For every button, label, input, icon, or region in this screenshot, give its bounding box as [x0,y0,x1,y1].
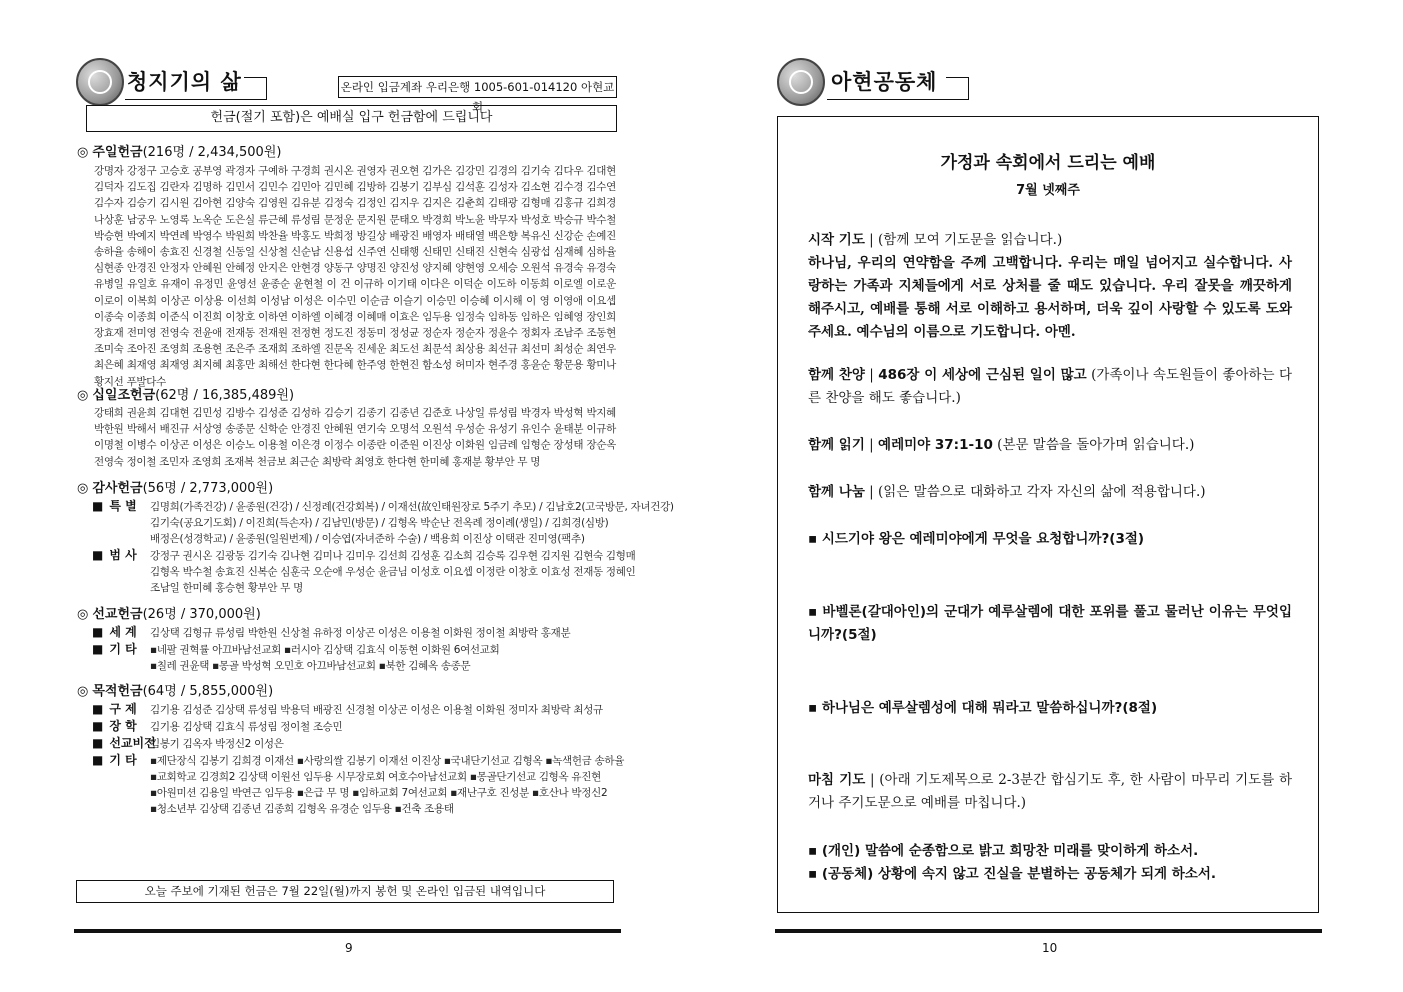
bottom-notice-box: 오늘 주보에 기재된 헌금은 7월 22일(월)까지 봉헌 및 온라인 입금된 내역입니다 [76,880,614,903]
separator: | [869,367,874,383]
separator: | [869,232,874,248]
reading-note: (본문 말씀을 돌아가며 읽습니다.) [997,437,1195,453]
sunday-label: 주일헌금 [92,145,143,160]
purpose-etc-line-1: ▪제단장식 김봉기 김희경 이재선 ▪사랑의쌀 김봉기 이재선 이진상 ▪국내단기선교 김형옥 ▪녹색헌금 송하율 [150,755,625,767]
closing-label: 마침 기도 [808,772,866,788]
mission-etc-line-1: ▪네팔 권혁률 아끄바남선교회 ▪러시아 김상택 김효식 이동현 이화원 6여선교회 [150,644,500,656]
reading-section [808,434,1292,457]
section-title-stewardship: 청지기의 삶 [127,70,242,94]
separator: | [869,484,874,500]
bullet-icon: ■ [92,753,104,767]
relief-label: 구 제 [109,702,137,716]
etc-label: 기 타 [109,642,137,656]
bullet-icon: ■ [92,548,104,562]
circle-mark-icon: ◎ [77,388,89,403]
page-bottom-rule [775,929,1322,933]
title-bracket-bottom [125,99,267,100]
tithe-names: 강태희 권윤희 김대현 김민성 김방수 김성준 김성하 김승기 김종기 김종년 김준호 나상일 류성림 박경자 박성혁 박지혜 박한원 박해서 배진규 서상영 송종문 신학순 안경진 안혜원 연기숙 오명석 오원석 우성순 유성기 유인수 윤태분 이규하 이명철 이병수 이상곤 이성은 이승노 이용철 이은경 이정수 이종란 이준원 이진상 이화원 임금례 임형순 장성태 장순옥 전영숙 정이철 조민자 조영희 조재복 천금보 최근순 최방락 최영호 한다현 한미혜 홍재분 황부안 무 명 [94,407,616,468]
reading-passage: 예레미야 37:1-10 [878,437,993,453]
bullet-icon: ■ [92,719,104,733]
special-label: 특 별 [109,499,137,513]
purpose-label: 목적헌금 [92,684,143,699]
general-label: 범 사 [109,548,137,562]
mission-etc-line-2: ▪칠레 권윤택 ▪몽골 박성혁 오민호 아끄바남선교회 ▪북한 김혜옥 송종문 [150,660,471,672]
circle-mark-icon: ◎ [77,481,89,496]
closing-prayer-section [808,769,1292,815]
scholar-label: 장 학 [109,719,137,733]
page-number: 10 [1042,941,1058,955]
tithe-heading [77,384,294,403]
sunday-summary: (216명 / 2,434,500원) [142,145,282,160]
sharing-note: (읽은 말씀으로 대화하고 각자 자신의 삶에 적용합니다.) [878,484,1206,500]
bullet-icon: ■ [92,625,104,639]
purpose-etc-line-3: ▪아원미션 김용일 박연근 임두용 ▪은급 무 명 ▪임하교회 7여선교회 ▪재난구호 진성분 ▪호산나 박정신2 [150,787,608,799]
thanks-special-line-2: 김기숙(공요기도회) / 이진희(득손자) / 김남민(방문) / 김형옥 박순난 전옥례 정이례(생일) / 김희경(심방) [150,517,609,529]
closing-note: (아래 기도제목으로 2-3분간 합심기도 후, 한 사람이 마무리 기도를 하거나 주기도문으로 예배를 마칩니다.) [808,772,1292,811]
mission-summary: (26명 / 370,000원) [142,607,261,622]
question-3: ▪ 하나님은 예루살렘성에 대해 뭐라고 말씀하십니까?(8절) [808,700,1158,716]
purpose-scholar-text: 김기용 김상택 김효식 류성림 정이철 조승민 [150,721,343,733]
online-account-box: 온라인 입금계좌 우리은행 1005-601-014120 아현교회 [338,76,617,98]
circle-mark-icon: ◎ [77,684,89,699]
separator: | [869,437,874,453]
thanks-general-line-1: 강정구 권시온 김광동 김기숙 김나현 김미나 김미우 김선희 김성훈 김소희 김승록 김우현 김지원 김현숙 김형매 [150,550,636,562]
purpose-relief-text: 김기용 김성준 김상택 류성림 박용덕 배광진 신경철 이상곤 이성은 이용철 이화원 정미자 최방락 최성규 [150,704,603,716]
page-bottom-rule [74,929,621,933]
right-page [700,0,1403,992]
title-underline [244,77,266,78]
purpose-etc-line-2: ▪교회학교 김경희2 김상택 이원선 임두용 시무장로회 여호수아남선교회 ▪몽골단기선교 김형옥 유진현 [150,771,601,783]
church-logo-icon [777,58,825,106]
opening-prayer-section [808,229,1292,252]
tithe-label: 십일조헌금 [92,388,156,403]
reading-label: 함께 읽기 [808,437,865,453]
opening-label: 시작 기도 [808,232,865,248]
worship-subtitle: 7월 넷째주 [1016,183,1080,198]
thanks-heading [77,477,273,496]
bullet-icon: ■ [92,642,104,656]
thanks-label: 감사헌금 [92,481,143,496]
left-page [0,0,700,992]
offering-notice-box: 헌금(절기 포함)은 예배실 입구 헌금함에 드립니다 [86,105,617,132]
thanks-general-line-2: 김형옥 박수철 송효진 신복순 심훈국 오순애 우성순 윤금님 이성호 이요셉 이정란 이창호 이효성 전재동 정혜인 [150,566,636,578]
purpose-vision-text: 김봉기 김옥자 박정신2 이성은 [150,738,284,750]
page-number: 9 [345,941,353,955]
title-bracket [968,77,969,99]
bullet-icon: ■ [92,702,104,716]
question-1: ▪ 시드기야 왕은 예레미야에게 무엇을 요청합니까?(3절) [808,531,1145,547]
hymn-label: 함께 찬양 [808,367,865,383]
purpose-summary: (64명 / 5,855,000원) [142,684,274,699]
hymn-note: (가족이나 속도원들이 좋아하는 다른 찬양을 해도 좋습니다.) [808,367,1292,406]
thanks-special-line-1: 김명희(가족건강) / 윤종원(건강) / 신정례(건강회복) / 이재선(故인태원장로 5주기 추모) / 김남호2(고국방문, 자녀건강) [150,501,674,513]
sunday-offering-heading [77,141,281,160]
mission-heading [77,603,261,622]
vision-label: 선교비전 [109,736,156,750]
sunday-offering-names: 강명자 강정구 고승호 공부영 곽경자 구예하 구경희 권시온 권영자 권오현 김가은 김강민 김경의 김기숙 김다우 김대현 김덕자 김도집 김란자 김명하 김민서 김민수 김민아 김민혜 김방하 김봉기 김부심 김석훈 김성자 김소현 김수경 김수연 김수자 김승기 김시원 김아현 김양숙 김영원 김유분 김정숙 김정인 김지우 김지은 김춘희 김태광 김형매 김홍규 김희경 나상훈 남궁우 노영록 노옥순 도은실 류근혜 류성림 문정운 문지원 문태오 박경희 박노윤 박무자 박성호 박승규 박수철 박승현 박예지 박연례 박영수 박원희 박찬율 박홍도 박희정 방길상 배광진 배영자 배태열 백은향 복유신 신강순 손예진 송하율 송해이 송효진 신경철 신동일 신상철 신순남 신용섭 신주연 신태행 신태민 신태진 신현숙 심광섭 심재혜 심하율 심현종 안경진 안정자 안혜원 안혜정 안지은 안현경 양동구 양명진 양진성 양지혜 양현영 오세승 오원석 유경숙 유경숙 유병일 유일호 유재이 유정민 윤영선 윤종순 윤현철 이 건 이규하 이기태 이다은 이덕순 이도하 이동희 이로엘 이로운 이로이 이복희 이상곤 이상용 이선희 이성남 이성은 이수민 이순금 이슬기 이승민 이승혜 이시해 이 영 이영애 이요셉 이종숙 이종희 이준식 이진희 이창호 이하연 이하엘 이혜경 이혜매 이효은 임두용 임정숙 임하동 임하은 임혜영 장인희 장효재 전미영 전영숙 전윤애 전재동 전재원 전정현 정도진 정동미 정성균 정순자 정순자 정윤수 정회자 조남주 조동현 조미숙 조아진 조영희 조용현 조은주 조재희 조하엘 진문옥 진세운 최도선 최문석 최상용 최선규 최선미 최성순 최연우 최은혜 최재영 최재영 최지혜 최홍만 최해선 한다현 한다혜 한주영 한현진 함소성 허미자 현주경 홍윤순 황문용 황미나 황지선 푸발다수 [94,165,616,388]
sharing-section [808,481,1292,504]
sharing-label: 함께 나눔 [808,484,865,500]
mission-world-text: 김상택 김형규 류성림 박한원 신상철 유하정 이상곤 이성은 이용철 이화원 정이철 최방락 홍재분 [150,627,571,639]
title-bracket-bottom [827,99,969,100]
thanks-summary: (56명 / 2,773,000원) [142,481,274,496]
purpose-etc-line-4: ▪청소년부 김상택 김종년 김종희 김형옥 유경순 임두용 ▪건축 조용태 [150,803,454,815]
circle-mark-icon: ◎ [77,145,89,160]
tithe-summary: (62명 / 16,385,489원) [155,388,295,403]
prayer-topic-1: ▪ (개인) 말씀에 순종함으로 밝고 희망찬 미래를 맞이하게 하소서. [808,843,1199,859]
bullet-icon: ■ [92,499,104,513]
question-2: ▪ 바벨론(갈대아인)의 군대가 예루살렘에 대한 포위를 풀고 물러난 이유는 무엇입니까?(5절) [808,604,1292,643]
family-worship-box [777,116,1319,913]
prayer-topic-2: ▪ (공동체) 상황에 속지 않고 진실을 분별하는 공동체가 되게 하소서. [808,866,1216,882]
hymn-section [808,364,1292,410]
opening-prayer-text: 하나님, 우리의 연약함을 주께 고백합니다. 우리는 매일 넘어지고 실수합니다. 사랑하는 가족과 지체들에게 서로 상처를 줄 때도 있습니다. 우리 잘못을 깨끗하게 해주시고, 예배를 통해 서로 이해하고 용서하며, 더욱 깊이 사랑할 수 있도록 도와주세요. 예수님의 이름으로 기도합니다. 아멘. [808,255,1292,340]
worship-title: 가정과 속회에서 드리는 예배 [940,153,1156,173]
church-logo-icon [76,58,124,106]
bullet-icon: ■ [92,736,104,750]
mission-label: 선교헌금 [92,607,143,622]
section-title-community: 아현공동체 [831,70,938,94]
thanks-special-line-3: 배정은(성경학교) / 윤종원(일원번제) / 이승엽(자녀준하 수술) / 백용희 이진상 이택관 진미영(팩추) [150,533,585,545]
opening-note: (함께 모여 기도문을 읽습니다.) [878,232,1063,248]
thanks-general-line-3: 조남일 한미혜 홍승현 황부안 무 명 [150,582,303,594]
world-label: 세 계 [109,625,137,639]
separator: | [870,772,875,788]
hymn-title: 486장 이 세상에 근심된 일이 많고 [878,367,1087,383]
circle-mark-icon: ◎ [77,607,89,622]
title-underline [946,77,968,78]
etc-label: 기 타 [109,753,137,767]
purpose-heading [77,680,273,699]
title-bracket [266,77,267,99]
